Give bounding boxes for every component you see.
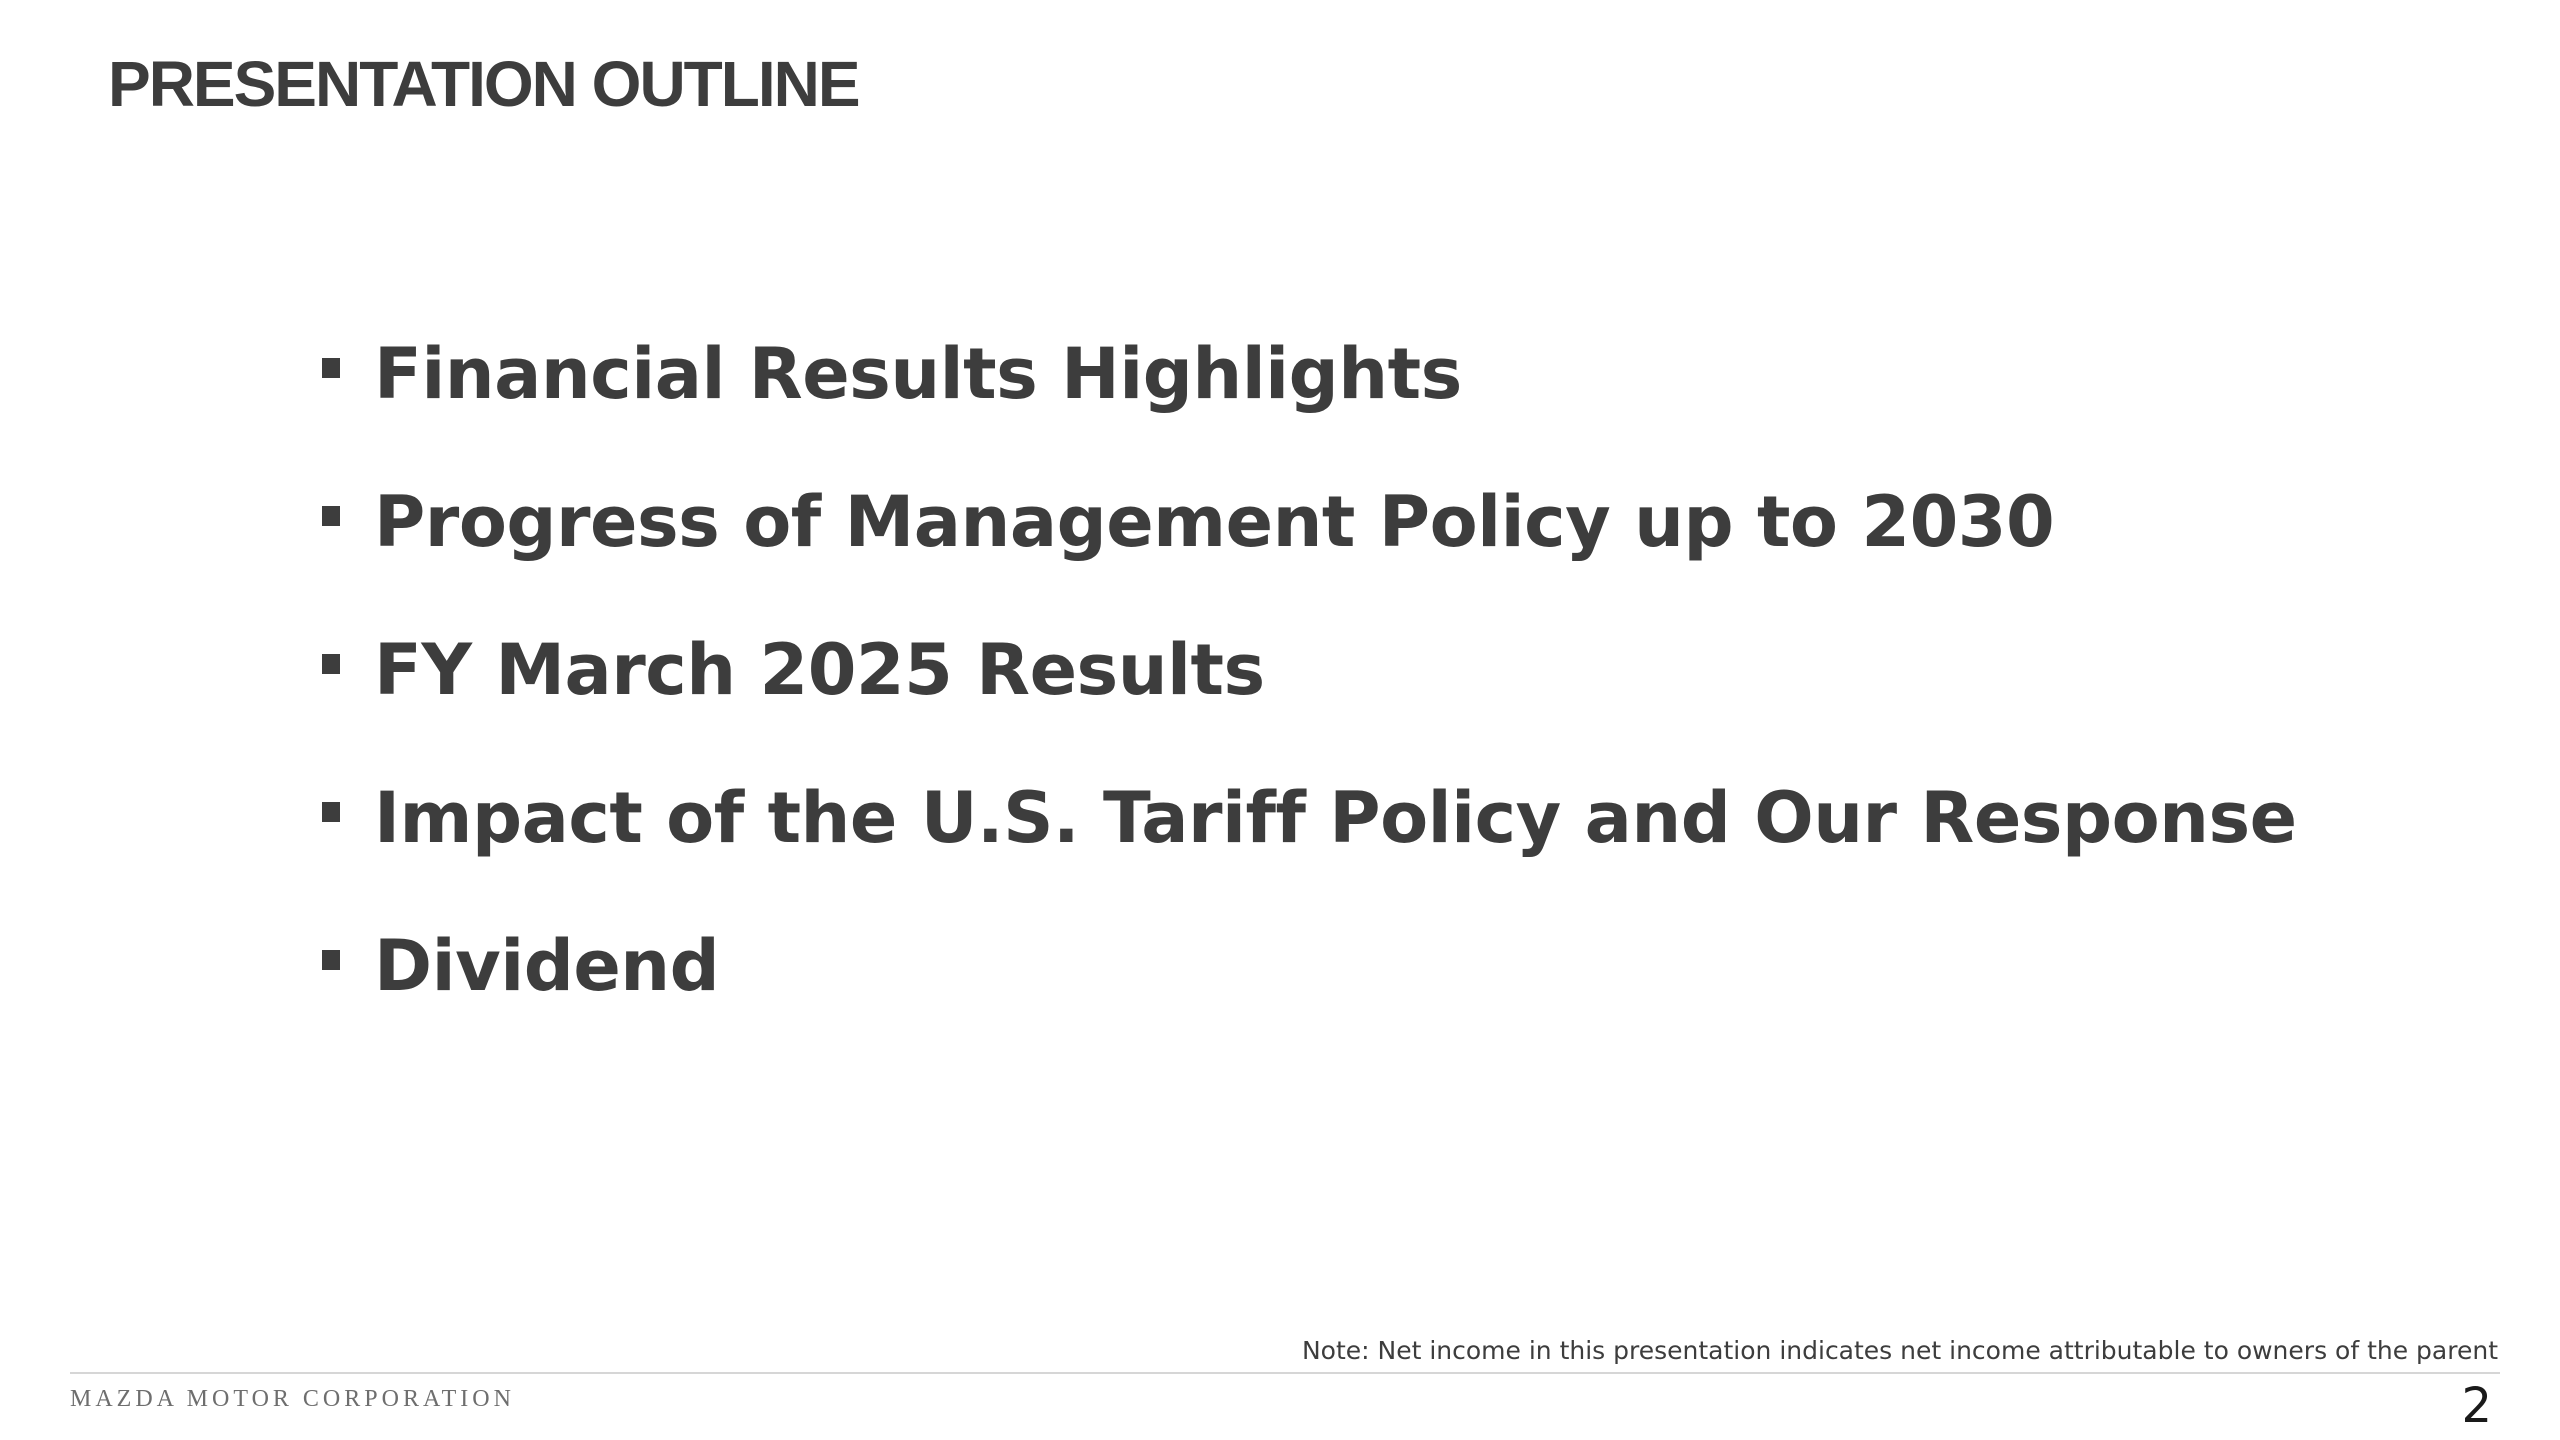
square-bullet-icon <box>322 950 340 970</box>
outline-item-tariff-impact <box>322 744 2297 892</box>
square-bullet-icon <box>322 654 340 674</box>
outline-list <box>322 300 2297 1040</box>
square-bullet-icon <box>322 802 340 822</box>
company-name: MAZDA MOTOR CORPORATION <box>70 1386 515 1412</box>
footer-divider <box>70 1372 2500 1374</box>
page-number: 2 <box>2461 1378 2492 1434</box>
outline-item-financial-results-highlights <box>322 300 2297 448</box>
outline-item-label: Impact of the U.S. Tariff Policy and Our Response <box>374 777 2297 859</box>
square-bullet-icon <box>322 506 340 526</box>
outline-item-label: Progress of Management Policy up to 2030 <box>374 481 2055 563</box>
outline-item-label: FY March 2025 Results <box>374 629 1265 711</box>
outline-item-label: Financial Results Highlights <box>374 333 1462 415</box>
outline-item-dividend <box>322 892 2297 1040</box>
square-bullet-icon <box>322 358 340 378</box>
outline-item-fy-results <box>322 596 2297 744</box>
page-title: PRESENTATION OUTLINE <box>108 48 859 120</box>
outline-item-label: Dividend <box>374 925 720 1007</box>
footnote: Note: Net income in this presentation indicates net income attributable to owners of the parent <box>1301 1336 2498 1365</box>
outline-item-management-policy <box>322 448 2297 596</box>
